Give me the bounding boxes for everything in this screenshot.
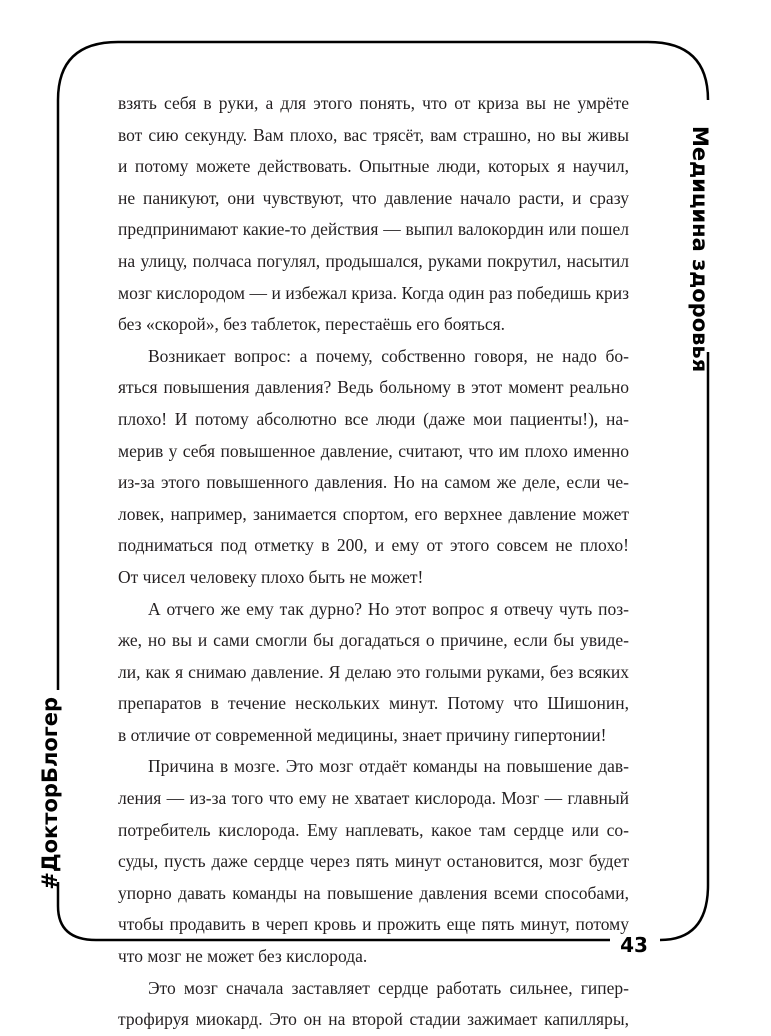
text-line: взять себя в руки, а для этого понять, что от криза вы не умрёте: [118, 93, 629, 113]
text-line: Это мозг сначала заставляет сердце работать сильнее, гипер-: [148, 977, 629, 998]
text-line: не паникуют, они чувствуют, что давление начало расти, и сразу: [118, 187, 629, 208]
text-line: яться повышения давления? Ведь больному в этот момент реально: [118, 377, 629, 398]
text-line: потребитель кислорода. Ему наплевать, какое там сердце или со-: [118, 819, 629, 840]
text-line: мерив у себя повышенное давление, считают, что им плохо именно: [118, 440, 629, 461]
text-line: ли, как я снимаю давление. Я делаю это голыми руками, без всяких: [118, 661, 629, 682]
text-line: От чисел человеку плохо быть не может!: [118, 566, 424, 587]
text-line: мозг кислородом — и избежал криза. Когда один раз победишь криз: [118, 282, 629, 303]
text-line: А отчего же ему так дурно? Но этот вопрос я отвечу чуть поз-: [148, 598, 629, 619]
body-text: [118, 88, 629, 1036]
text-line: на улицу, полчаса погулял, продышался, руками покрутил, насытил: [118, 250, 629, 271]
text-line: без «скорой», без таблеток, перестаёшь его бояться.: [118, 314, 506, 335]
text-line: ления — из-за того что ему не хватает кислорода. Мозг — главный: [118, 788, 629, 809]
text-line: вот сию секунду. Вам плохо, вас трясёт, вам страшно, но вы живы: [118, 124, 629, 145]
section-title-vertical: Медицина здоровья: [688, 126, 712, 373]
text-line: подниматься под отметку в 200, и ему от этого совсем не плохо!: [118, 535, 629, 556]
text-line: ловек, например, занимается спортом, его верхнее давление может: [118, 503, 629, 524]
page-number: 43: [620, 933, 648, 957]
text-line: суды, пусть даже сердце через пять минут остановится, мозг будет: [118, 851, 629, 872]
text-line: что мозг не может без кислорода.: [118, 946, 368, 967]
text-line: предпринимают какие-то действия — выпил валокордин или пошел: [118, 219, 629, 240]
blog-hashtag-vertical: #ДокторБлогер: [38, 697, 62, 890]
text-line: Причина в мозге. Это мозг отдаёт команды на повышение дав-: [148, 756, 629, 777]
text-line: препаратов в течение нескольких минут. Потому что Шишонин,: [118, 693, 629, 714]
text-line: же, но вы и сами смогли бы догадаться о причине, если бы увиде-: [118, 630, 629, 651]
text-line: в отличие от современной медицины, знает причину гипертонии!: [118, 724, 607, 745]
text-line: и потому можете действовать. Опытные люди, которых я научил,: [118, 156, 629, 177]
text-line: упорно давать команды на повышение давления всеми способами,: [118, 882, 629, 903]
text-line: трофируя миокард. Это он на второй стадии зажимает капилляры,: [118, 1009, 629, 1030]
text-line: плохо! И потому абсолютно все люди (даже мои пациенты!), на-: [118, 408, 629, 429]
text-line: чтобы продавить в череп кровь и прожить еще пять минут, потому: [118, 914, 629, 935]
text-line: Возникает вопрос: а почему, собственно говоря, не надо бо-: [148, 345, 629, 366]
text-line: из-за этого повышенного давления. Но на самом же деле, если че-: [118, 472, 629, 493]
